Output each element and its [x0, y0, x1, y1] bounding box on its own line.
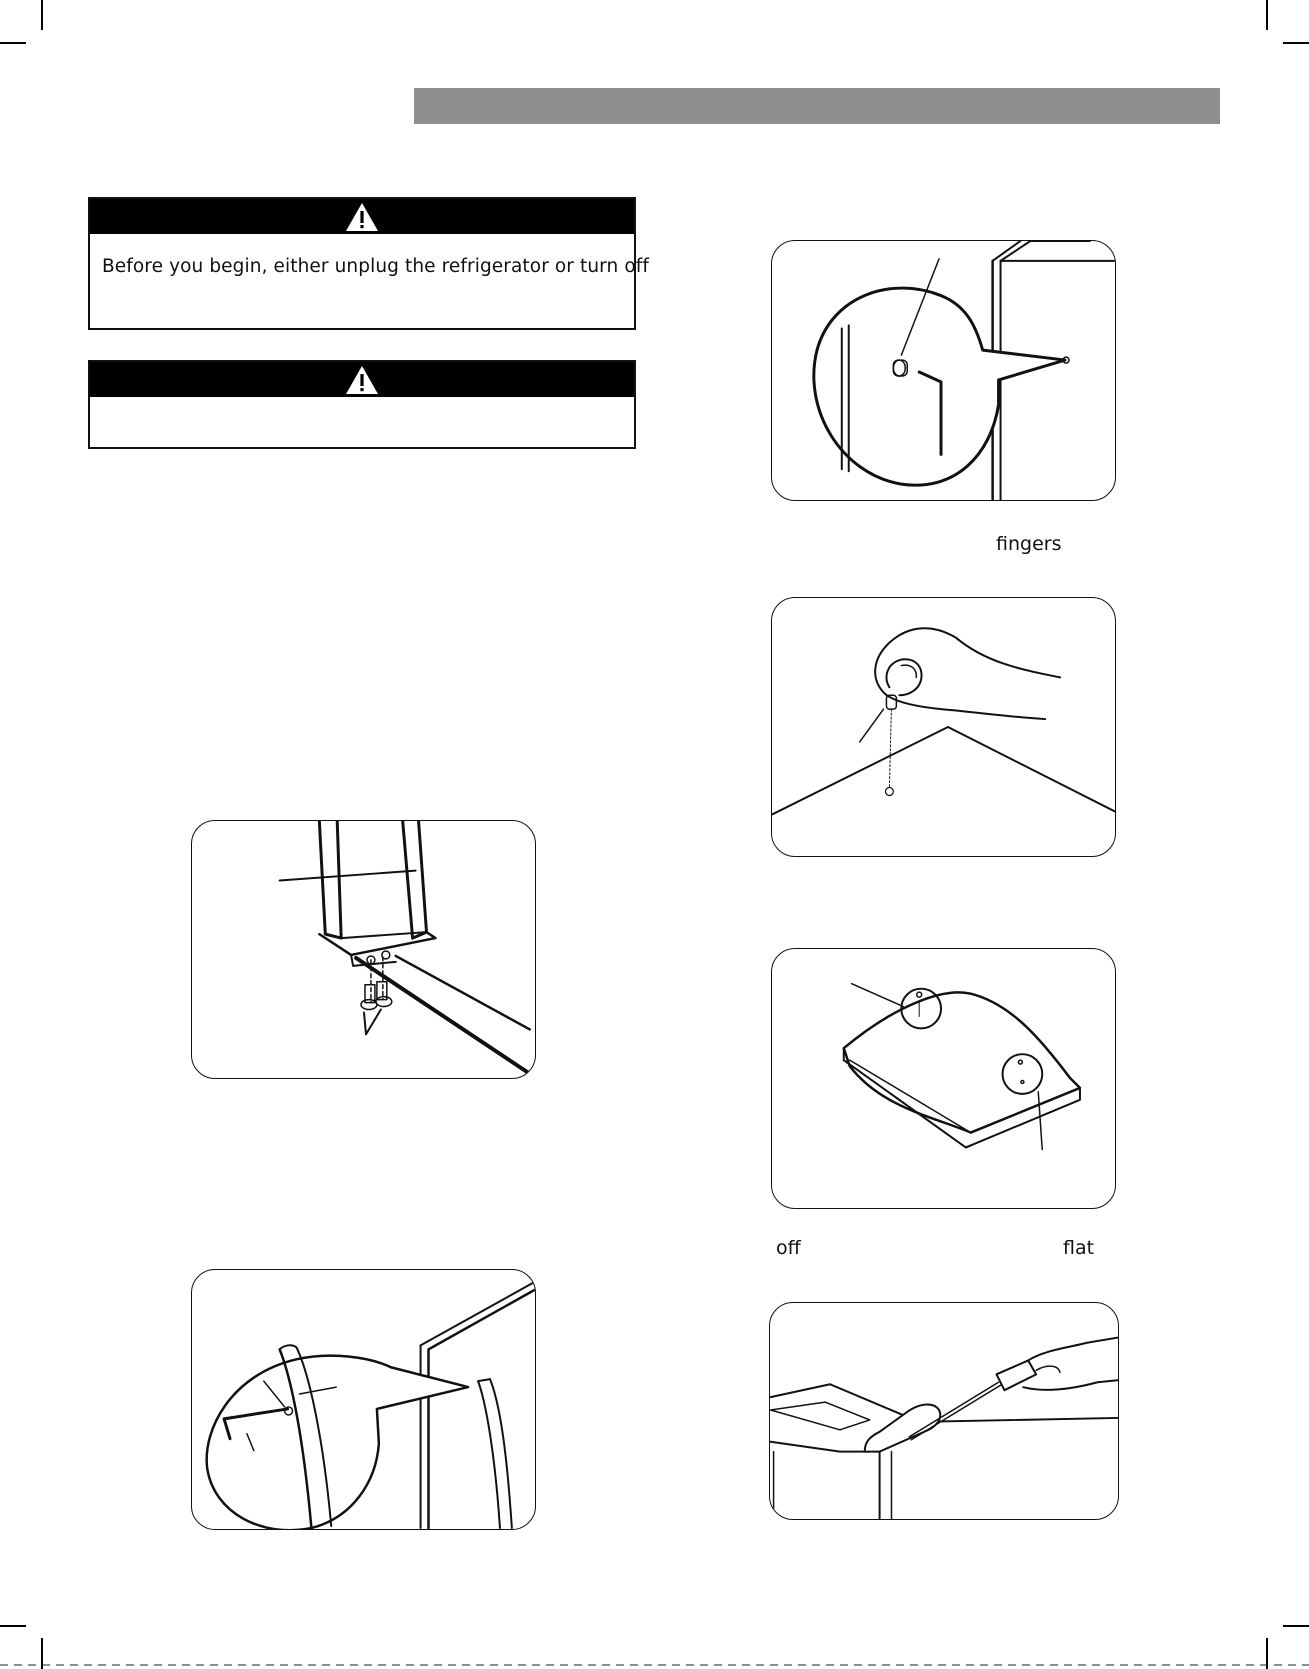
- hand-screw-illustration: [772, 598, 1115, 856]
- warning-text: [90, 397, 634, 419]
- screwdriver-illustration: [770, 1303, 1118, 1519]
- caption-flat: flat: [1063, 1237, 1095, 1259]
- crop-mark: [0, 42, 26, 44]
- figure-door-handle-allen-key: [191, 1269, 536, 1530]
- caption-off: off: [776, 1237, 801, 1259]
- warning-triangle-icon: [345, 202, 379, 232]
- crop-mark: [41, 0, 43, 30]
- handle-allen-key-illustration: [192, 1270, 535, 1529]
- warning-header: [90, 199, 634, 234]
- warning-triangle-icon: [345, 365, 379, 395]
- figure-door-bottom-hinge-screws: [191, 820, 536, 1079]
- figure-cabinet-top-screw-zoom: [771, 240, 1116, 501]
- crop-mark: [1283, 42, 1309, 44]
- warning-header: [90, 362, 634, 397]
- cabinet-screw-illustration: [772, 241, 1115, 500]
- crop-mark: [0, 1625, 26, 1627]
- figure-hand-screw-removal: [771, 597, 1116, 857]
- crop-mark: [1266, 0, 1268, 30]
- crop-mark: [1283, 1625, 1309, 1627]
- section-header-bar: [414, 88, 1220, 124]
- warning-text: Before you begin, either unplug the refrigerator or turn off: [102, 256, 650, 277]
- hinge-screws-illustration: [192, 821, 535, 1078]
- figure-screwdriver-pry-cover: [769, 1302, 1119, 1520]
- warning-box-2: [88, 360, 636, 449]
- figure-hinge-cover-screws: [771, 948, 1116, 1209]
- caption-fingers: fingers: [996, 533, 1062, 555]
- warning-box-1: [88, 197, 650, 330]
- hinge-cover-illustration: [772, 949, 1115, 1208]
- page-bottom-rule: [0, 1664, 1309, 1666]
